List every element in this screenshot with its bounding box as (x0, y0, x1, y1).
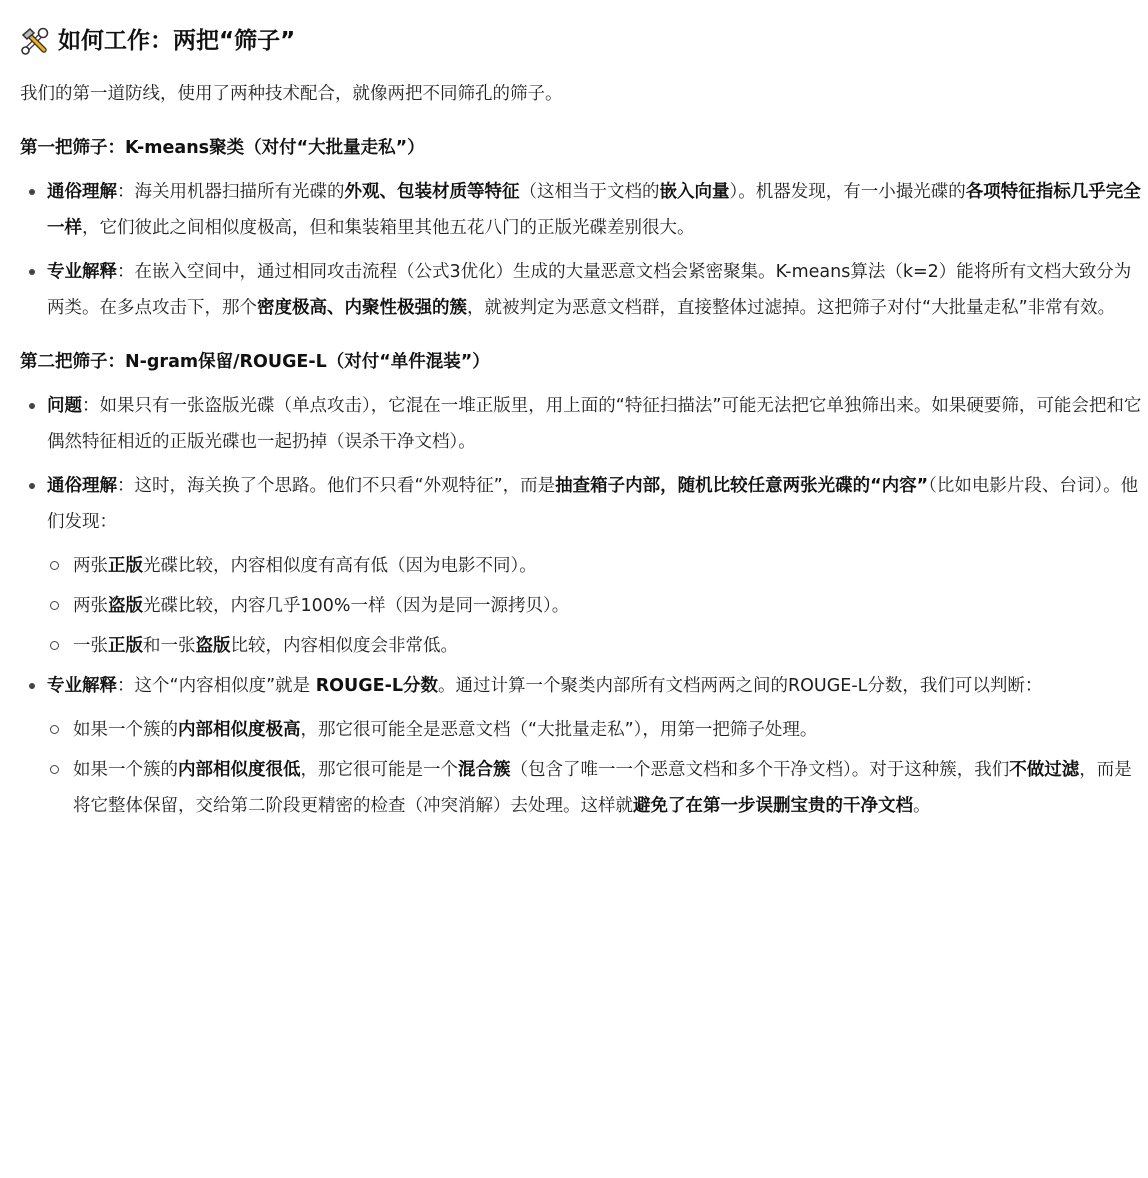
sub-list-item (20, 628, 1146, 664)
bold-text: 盗版 (195, 636, 231, 656)
text: 一张 (73, 636, 108, 656)
bold-text: 专业解释 (47, 262, 117, 282)
text: ，它们彼此之间相似度极高，但和集装箱里其他五花八门的正版光碟差别很大。 (82, 218, 695, 238)
paragraph (20, 76, 1146, 112)
text: ：海关用机器扫描所有光碟的 (117, 182, 345, 202)
text: ）。机器发现，有一小撮光碟的 (729, 182, 966, 202)
text: ：如果只有一张盗版光碟（单点攻击），它混在一堆正版里，用上面的“特征扫描法”可能无法把它单独筛出来。如果硬要筛，可能会把和它偶然特征相近的正版光碟也一起扔掉（误杀干净文档）。 (47, 396, 1142, 452)
bold-text: 避免了在第一步误删宝贵的干净文档 (633, 796, 913, 816)
section-heading (20, 0, 1146, 62)
text: 光碟比较，内容相似度有高有低（因为电影不同）。 (143, 556, 537, 576)
bold-text: 专业解释 (47, 676, 117, 696)
sub-list-item (20, 588, 1146, 624)
bold-text: 通俗理解 (47, 476, 117, 496)
content (20, 76, 1146, 824)
text: ，那它很可能全是恶意文档（“大批量走私”），用第一把筛子处理。 (300, 720, 818, 740)
bold-text: 通俗理解 (47, 182, 117, 202)
text: ，而是将它整体保留，交给第二阶段更精密的检查（冲突消解）去处理。这样就 (73, 760, 1132, 816)
text: 两张 (73, 556, 108, 576)
list-item (20, 174, 1146, 246)
text: 。通过计算一个聚类内部所有文档两两之间的ROUGE-L分数，我们可以判断： (438, 676, 1043, 696)
bold-text: 混合簇 (458, 760, 511, 780)
sub-list-item (20, 548, 1146, 584)
text: 两张 (73, 596, 108, 616)
text: （包含了唯一一个恶意文档和多个干净文档）。对于这种簇，我们 (510, 760, 1010, 780)
bold-text: 密度极高、内聚性极强的簇 (257, 298, 467, 318)
bullet-list (20, 174, 1146, 326)
text: ：这个“内容相似度”就是 (117, 676, 316, 696)
bold-text: 内部相似度极高 (178, 720, 301, 740)
bold-text: 抽查箱子内部，随机比较任意两张光碟的“内容” (555, 476, 929, 496)
text: 第一把筛子：K-means聚类（对付“大批量走私”） (20, 138, 425, 158)
text: ，那它很可能是一个 (300, 760, 458, 780)
subheading (20, 344, 1146, 380)
bold-text: 盗版 (108, 596, 143, 616)
text: ：这时，海关换了个思路。他们不只看“外观特征”，而是 (117, 476, 556, 496)
bullet-list (20, 388, 1146, 824)
hammer-and-wrench-icon (20, 26, 50, 56)
list-item (20, 668, 1146, 704)
text: 第二把筛子：N-gram保留/ROUGE-L（对付“单件混装”） (20, 352, 490, 372)
text: 如果一个簇的 (73, 720, 178, 740)
text: 如果一个簇的 (73, 760, 178, 780)
bold-text: 各项特征指标几乎完全一样 (47, 182, 1141, 238)
bold-text: ROUGE-L分数 (315, 676, 438, 696)
bold-text: 正版 (108, 556, 143, 576)
bold-text: 正版 (108, 636, 143, 656)
sub-list-item (20, 752, 1146, 824)
text: （这相当于文档的 (519, 182, 660, 202)
bold-text: 外观、包装材质等特征 (344, 182, 520, 202)
text: ，就被判定为恶意文档群，直接整体过滤掉。这把筛子对付“大批量走私”非常有效。 (467, 298, 1116, 318)
text: 比较，内容相似度会非常低。 (230, 636, 458, 656)
text: 。 (913, 796, 931, 816)
section-title: 如何工作：两把“筛子” (58, 28, 296, 54)
bold-text: 嵌入向量 (659, 182, 730, 202)
text: 我们的第一道防线，使用了两种技术配合，就像两把不同筛孔的筛子。 (20, 84, 563, 104)
list-item (20, 468, 1146, 540)
text: （比如电影片段、台词）。他们发现： (47, 476, 1139, 532)
list-item (20, 388, 1146, 460)
bold-text: 内部相似度很低 (178, 760, 301, 780)
text: ：在嵌入空间中，通过相同攻击流程（公式3优化）生成的大量恶意文档会紧密聚集。K-means算法（k=2）能将所有文档大致分为两类。在多点攻击下，那个 (47, 262, 1132, 318)
subheading (20, 130, 1146, 166)
list-item (20, 254, 1146, 326)
text: 和一张 (143, 636, 196, 656)
sub-list-item (20, 712, 1146, 748)
bold-text: 问题 (47, 396, 82, 416)
bold-text: 不做过滤 (1009, 760, 1080, 780)
text: 光碟比较，内容几乎100%一样（因为是同一源拷贝）。 (143, 596, 570, 616)
